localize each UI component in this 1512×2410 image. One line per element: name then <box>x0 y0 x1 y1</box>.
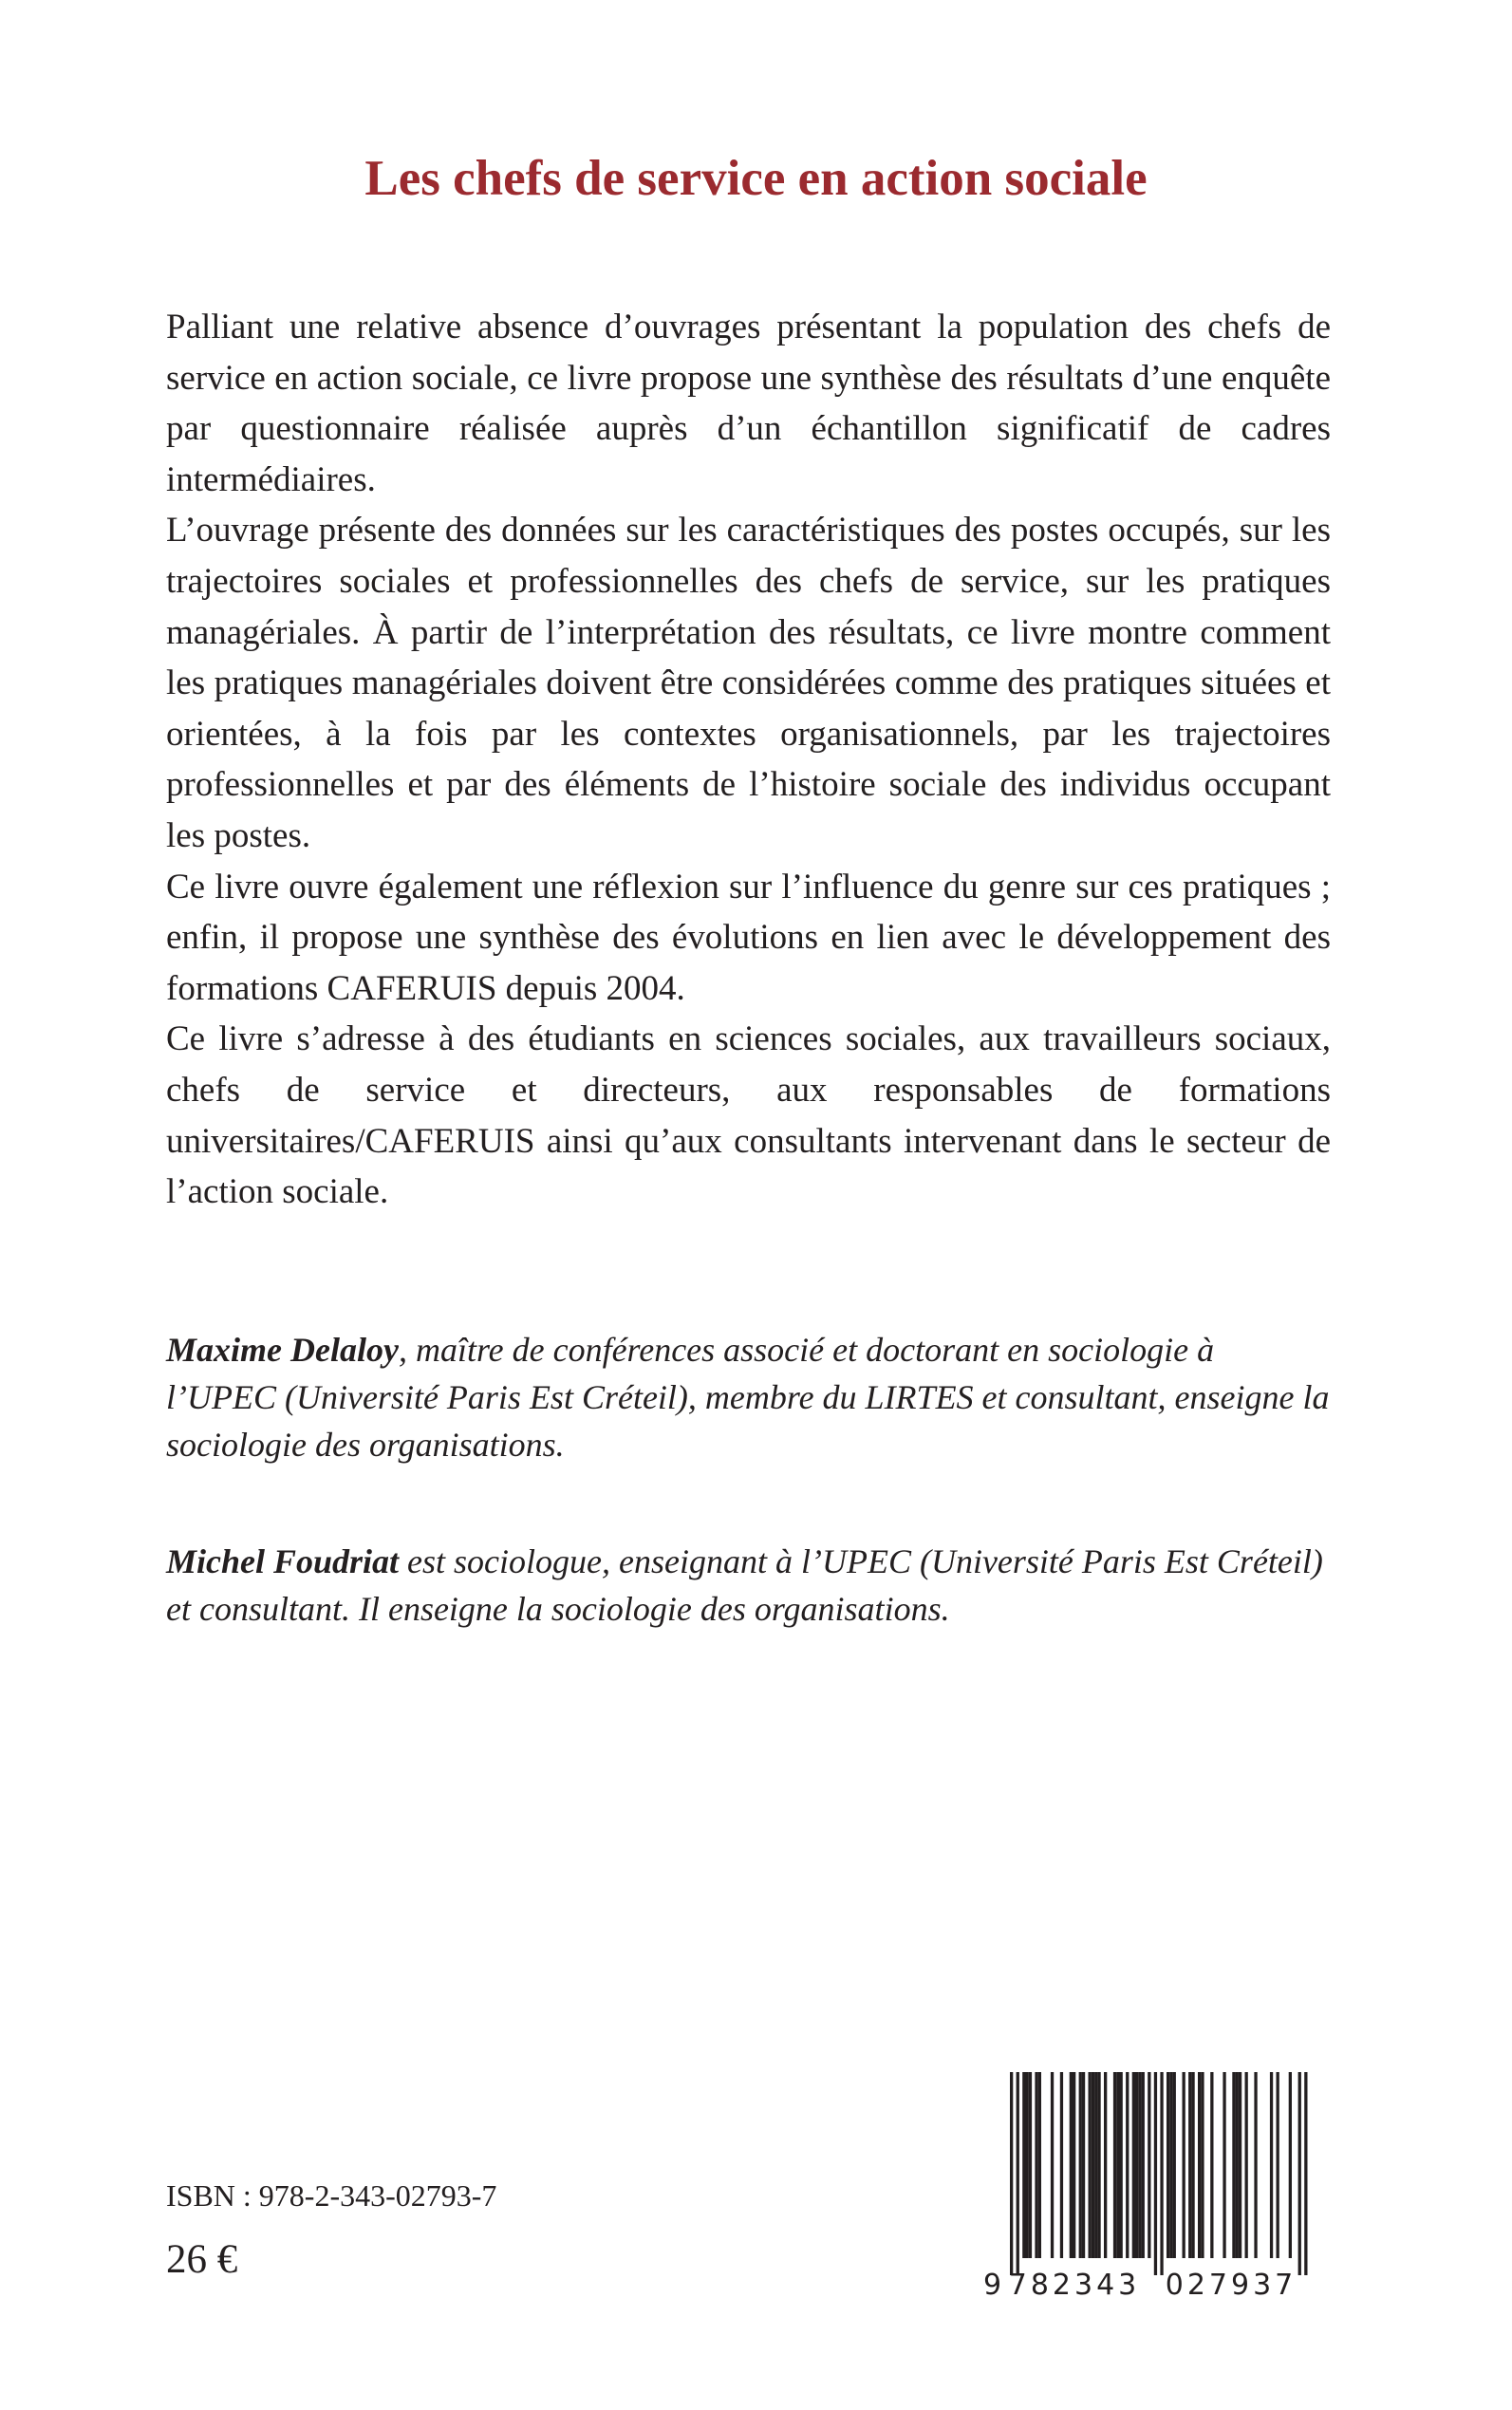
barcode-bar <box>1298 2072 1301 2275</box>
author-name: Michel Foudriat <box>166 1542 400 1580</box>
barcode-bar <box>1245 2072 1248 2258</box>
author-bio-1 <box>166 1326 1331 1468</box>
barcode-left-digits: 782343 <box>1008 2269 1141 2301</box>
barcode-bar <box>1038 2072 1041 2258</box>
barcode-bar <box>1022 2072 1025 2258</box>
barcode-bar <box>1092 2072 1094 2258</box>
barcode-bar <box>1089 2072 1092 2258</box>
back-cover-blurb <box>166 302 1331 1218</box>
barcode-bar <box>1289 2072 1292 2258</box>
barcode-bar <box>1035 2072 1037 2258</box>
price-text: 26 € <box>166 2237 238 2282</box>
barcode-bar <box>1010 2072 1013 2275</box>
author-bio-2 <box>166 1538 1331 1633</box>
book-title: Les chefs de service en action sociale <box>364 151 1148 206</box>
barcode-bar <box>1160 2072 1163 2275</box>
barcode-bar <box>1223 2072 1225 2258</box>
barcode-bar <box>1277 2072 1279 2258</box>
barcode-bar <box>1126 2072 1129 2258</box>
author-description: , maître de conférences associé et doctorant en sociologie à l’UPEC (Université Paris Est Créteil), membre du LIRTES et consultant, enseigne la sociologie des organisations. <box>166 1331 1330 1464</box>
barcode-bar <box>1188 2072 1191 2258</box>
barcode-bar <box>1097 2072 1100 2258</box>
barcode-bar <box>1132 2072 1135 2258</box>
blurb-paragraph: Ce livre s’adresse à des étudiants en sciences sociales, aux travailleurs sociaux, chefs de service et directeurs, aux responsables de formations universitaires/CAFERUIS ainsi qu’aux consultants intervenant dans le secteur de l’action sociale. <box>166 1019 1331 1212</box>
barcode-bar <box>1120 2072 1123 2258</box>
barcode-bar <box>1029 2072 1032 2258</box>
barcode-bar <box>1148 2072 1150 2258</box>
barcode-bar <box>1232 2072 1235 2258</box>
barcode-bar <box>1051 2072 1054 2258</box>
barcode-bar <box>1070 2072 1073 2258</box>
author-description: est sociologue, enseignant à l’UPEC (Université Paris Est Créteil) et consultant. Il enseigne la sociologie des organisations. <box>166 1542 1323 1628</box>
barcode-bar <box>1017 2072 1019 2275</box>
barcode-bar <box>1116 2072 1119 2258</box>
blurb-paragraph: L’ouvrage présente des données sur les caractéristiques des postes occupés, sur les trajectoires sociales et professionnelles des chefs de service, sur les pratiques managériales. À partir de l’interprétation des résultats, ce livre montre comment les pratiques managériales doivent être considérées comme des pratiques situées et orientées, à la fois par les contextes organisationnels, par les trajectoires professionnelles et par des éléments de l’histoire sociale des individus occupant les postes. <box>166 511 1331 855</box>
barcode-bar <box>1094 2072 1097 2258</box>
barcode-bar <box>1254 2072 1257 2258</box>
barcode-bar <box>1173 2072 1176 2258</box>
barcode-bar <box>1079 2072 1082 2258</box>
barcode-bar <box>1183 2072 1185 2258</box>
barcode-bar <box>1082 2072 1085 2258</box>
barcode-bar <box>1236 2072 1239 2258</box>
barcode-bar <box>1270 2072 1273 2258</box>
barcode-bar <box>1060 2072 1063 2258</box>
barcode-bar <box>1113 2072 1116 2258</box>
blurb-paragraph: Palliant une relative absence d’ouvrages présentant la population des chefs de service en action sociale, ce livre propose une synthèse des résultats d’une enquête par questionnaire réalisée auprès d’un échantillon significatif de cadres intermédiaires. <box>166 308 1331 499</box>
barcode-bar <box>1154 2072 1157 2275</box>
barcode-bar <box>1198 2072 1201 2258</box>
barcode-bar <box>1169 2072 1172 2258</box>
barcode-bar <box>1210 2072 1213 2258</box>
isbn-text: ISBN : 978-2-343-02793-7 <box>166 2178 497 2213</box>
isbn-barcode <box>980 2068 1331 2301</box>
blurb-paragraph: Ce livre ouvre également une réflexion sur l’influence du genre sur ces pratiques ; enfin, il propose une synthèse des évolutions en lien avec le développement des formations CAFERUIS depuis 2004. <box>166 867 1331 1008</box>
barcode-bar <box>1135 2072 1138 2258</box>
barcode-bar <box>1201 2072 1204 2258</box>
barcode-bar <box>1104 2072 1107 2258</box>
barcode-bar <box>1138 2072 1141 2258</box>
barcode-bar <box>1191 2072 1194 2258</box>
barcode-bar <box>1026 2072 1029 2258</box>
barcode-lead-digit: 9 <box>983 2269 1002 2301</box>
barcode-bar <box>1239 2072 1241 2258</box>
author-name: Maxime Delaloy <box>166 1331 399 1369</box>
barcode-bar <box>1142 2072 1145 2258</box>
barcode-bars <box>1010 2072 1308 2275</box>
barcode-bar <box>1304 2072 1307 2275</box>
barcode-right-digits: 027937 <box>1165 2269 1297 2301</box>
barcode-bar <box>1167 2072 1169 2258</box>
barcode-bar <box>1073 2072 1075 2258</box>
